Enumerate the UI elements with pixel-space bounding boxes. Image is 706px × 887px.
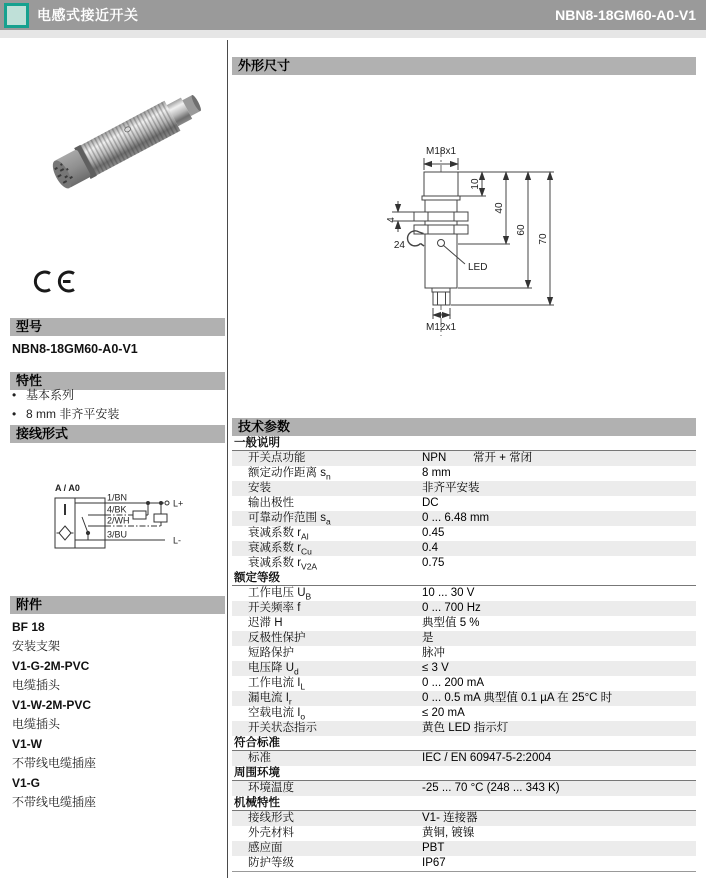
spec-row <box>232 676 696 691</box>
spec-label: 衰减系数 $r_{Cu}$ <box>248 542 312 557</box>
spec-section-title: 周围环境 <box>232 766 696 781</box>
dim-label-10: 10 <box>470 178 481 190</box>
accessory-code: V1-G <box>12 776 41 790</box>
right-column <box>232 40 696 880</box>
spec-row <box>232 856 696 871</box>
spec-value: 0.45 <box>422 527 445 539</box>
spec-value: PBT <box>422 842 445 854</box>
spec-value-secondary: 常开 + 常闭 <box>473 452 533 464</box>
spec-label: 反极性保护 <box>248 632 306 644</box>
load-symbol <box>133 511 146 519</box>
spec-label: 输出极性 <box>248 497 294 509</box>
spec-value: 0 ... 700 Hz <box>422 602 481 614</box>
spec-value: 10 ... 30 V <box>422 587 475 599</box>
spec-label: 环境温度 <box>248 782 294 794</box>
spec-value: NPN <box>422 452 447 464</box>
top-header-bar <box>0 0 706 30</box>
spec-value: 脉冲 <box>422 647 445 659</box>
spec-value: 8 mm <box>422 467 451 479</box>
wiring-variant-label: A / A0 <box>55 483 80 493</box>
spec-value: 黄铜, 镀镍 <box>422 827 475 839</box>
spec-label: 开关点功能 <box>248 452 306 464</box>
accessory-item <box>12 698 225 737</box>
spec-value: 0 ... 6.48 mm <box>422 512 490 524</box>
brand-logo-icon <box>4 3 29 28</box>
spec-row <box>232 451 696 466</box>
product-code: NBN8-18GM60-A0-V1 <box>555 7 696 23</box>
spec-row <box>232 511 696 526</box>
accessory-description: 安装支架 <box>12 639 61 653</box>
bullet-icon: • <box>12 407 17 421</box>
nut-outline <box>414 212 468 221</box>
spec-row <box>232 616 696 631</box>
accessory-code: V1-W <box>12 737 42 751</box>
accessory-item <box>12 659 225 698</box>
page-title: 电感式接近开关 <box>37 7 139 23</box>
feature-item <box>12 407 119 422</box>
accessory-description: 电缆插头 <box>12 678 61 692</box>
connector-outline <box>433 292 450 305</box>
dim-label-24: 24 <box>393 240 405 251</box>
specs-section-bar: 技术参数 <box>232 418 696 436</box>
spec-label: 短路保护 <box>248 647 294 659</box>
spec-row <box>232 646 696 661</box>
spec-row <box>232 826 696 841</box>
terminal-label-lminus: L- <box>173 535 182 546</box>
spec-value: V1- 连接器 <box>422 812 478 824</box>
spec-value: ≤ 20 mA <box>422 707 465 719</box>
features-section-bar: 特性 <box>10 372 225 390</box>
dim-label-m12: M12x1 <box>425 322 457 333</box>
pin-label-2wh: 2/WH <box>107 515 130 526</box>
product-photo <box>38 80 208 212</box>
dim-label-led: LED <box>468 262 488 273</box>
spec-label: 工作电压 $U_B$ <box>248 587 312 602</box>
accessory-item <box>12 776 225 815</box>
spec-label: 可靠动作范围 $s_a$ <box>248 512 331 527</box>
spec-label: 标准 <box>248 752 271 764</box>
connection-section-bar: 接线形式 <box>10 425 225 443</box>
spec-row <box>232 526 696 541</box>
accessory-code: V1-G-2M-PVC <box>12 659 90 673</box>
pin-label-1bn: 1/BN <box>107 492 128 503</box>
spec-row <box>232 706 696 721</box>
accessories-section-bar: 附件 <box>10 596 225 614</box>
spec-row <box>232 556 696 571</box>
specs-table <box>232 436 696 873</box>
spec-label: 电压降 $U_d$ <box>248 662 299 677</box>
accessory-description: 不带线电缆插座 <box>12 795 97 809</box>
dimension-drawing <box>232 100 696 350</box>
spec-value: ≤ 3 V <box>422 662 449 674</box>
spec-label: 漏电流 $I_r$ <box>248 692 292 707</box>
spec-row <box>232 781 696 796</box>
spec-section-title: 符合标准 <box>232 736 696 751</box>
dim-label-60: 60 <box>516 224 527 236</box>
spec-value: 非齐平安装 <box>422 482 480 494</box>
pin-label-4bk: 4/BK <box>107 504 127 515</box>
accessory-item <box>12 737 225 776</box>
accessory-code: V1-W-2M-PVC <box>12 698 92 712</box>
spec-label: 开关频率 f <box>248 602 301 614</box>
spec-row <box>232 481 696 496</box>
spec-section-title: 机械特性 <box>232 796 696 811</box>
dim-label-4: 4 <box>386 217 397 223</box>
spec-label: 接线形式 <box>248 812 294 824</box>
spec-label: 迟滞 H <box>248 617 283 629</box>
spec-row <box>232 466 696 481</box>
spec-value: 0.4 <box>422 542 438 554</box>
feature-item <box>12 388 119 403</box>
accessory-code: BF 18 <box>12 620 45 634</box>
spec-value: IEC / EN 60947-5-2:2004 <box>422 752 552 764</box>
features-list <box>12 388 119 426</box>
load-symbol <box>154 514 167 522</box>
spec-label: 外壳材料 <box>248 827 294 839</box>
ce-mark <box>32 269 78 294</box>
spec-value: 典型值 5 % <box>422 617 480 629</box>
spec-row <box>232 631 696 646</box>
spec-value: IP67 <box>422 857 446 869</box>
spec-label: 安装 <box>248 482 271 494</box>
spec-section-title: 额定等级 <box>232 571 696 586</box>
model-section-bar: 型号 <box>10 318 225 336</box>
terminal-label-lplus: L+ <box>173 498 184 509</box>
column-divider <box>227 40 228 878</box>
accessories-list <box>12 620 225 815</box>
spec-value: 0 ... 0.5 mA 典型值 0.1 µA 在 25°C 时 <box>422 692 613 704</box>
bullet-icon: • <box>12 388 17 402</box>
table-bottom-border <box>232 871 696 873</box>
spec-row <box>232 661 696 676</box>
wiring-diagram <box>28 481 213 566</box>
spec-value: 是 <box>422 632 434 644</box>
inductive-symbol-icon <box>59 526 71 540</box>
spec-row <box>232 751 696 766</box>
spec-label: 额定动作距离 $s_n$ <box>248 467 331 482</box>
spec-label: 开关状态指示 <box>248 722 317 734</box>
spec-row <box>232 841 696 856</box>
pin-label-3bu: 3/BU <box>107 529 128 540</box>
spec-row <box>232 496 696 511</box>
spec-label: 衰减系数 $r_{Al}$ <box>248 527 309 542</box>
header-shadow-strip <box>0 30 706 38</box>
accessory-item <box>12 620 225 659</box>
spec-label: 衰减系数 $r_{V2A}$ <box>248 557 318 572</box>
spec-row <box>232 691 696 706</box>
spec-value: 0.75 <box>422 557 445 569</box>
spec-label: 感应面 <box>248 842 283 854</box>
accessory-description: 电缆插头 <box>12 717 61 731</box>
feature-text: 8 mm 非齐平安装 <box>26 407 120 421</box>
spec-row <box>232 601 696 616</box>
spec-row <box>232 811 696 826</box>
spec-row <box>232 541 696 556</box>
spec-label: 空载电流 $I_o$ <box>248 707 306 722</box>
spec-row <box>232 721 696 736</box>
spec-value: DC <box>422 497 439 509</box>
spec-row <box>232 586 696 601</box>
dimensions-section-bar: 外形尺寸 <box>232 57 696 75</box>
dim-label-m18: M18x1 <box>425 146 457 157</box>
sensor-head-outline <box>424 172 458 196</box>
spec-value: 黄色 LED 指示灯 <box>422 722 509 734</box>
left-column <box>10 40 225 880</box>
accessory-description: 不带线电缆插座 <box>12 756 97 770</box>
spec-label: 工作电流 $I_L$ <box>248 677 306 692</box>
feature-text: 基本系列 <box>26 388 75 402</box>
dim-label-70: 70 <box>538 233 549 245</box>
spec-value: -25 ... 70 °C (248 ... 343 K) <box>422 782 560 794</box>
spec-label: 防护等级 <box>248 857 294 869</box>
dim-label-40: 40 <box>494 202 505 214</box>
model-value: NBN8-18GM60-A0-V1 <box>12 342 138 356</box>
spec-value: 0 ... 200 mA <box>422 677 485 689</box>
spec-section-title: 一般说明 <box>232 436 696 451</box>
